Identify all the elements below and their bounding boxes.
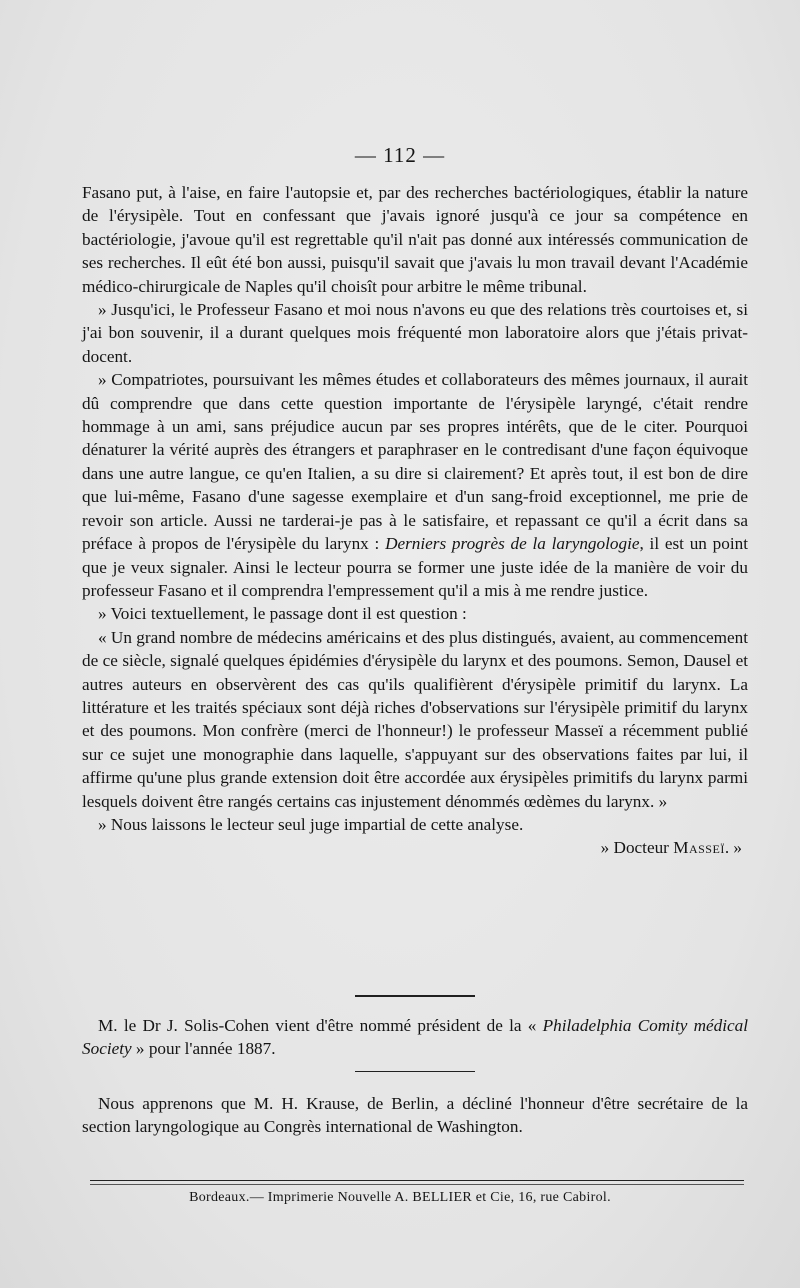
signature-prefix: » Docteur [600,838,674,858]
society-name: Philadelphia Comity médical Society [82,1016,748,1059]
signature [82,836,748,859]
note-solis-cohen [82,1014,748,1061]
note-2: Nous apprenons que M. H. Krause, de Berlin, a décliné l'honneur d'être secrétaire de la section laryngologique au Congrès international de Washington. [82,1094,748,1137]
footer-rule [90,1180,744,1181]
book-title: Derniers progrès de la laryngologie [385,534,640,554]
paragraph-4: » Voici textuellement, le passage dont il est question : [98,604,467,624]
note-1-text: M. le Dr J. Solis-Cohen vient d'être nommé président de la « [98,1016,543,1035]
section-divider [355,995,475,997]
footer-rule [90,1184,744,1185]
note-1-end: » pour l'année 1887. [131,1039,276,1059]
paragraph-3-end: , il est un point que je veux signaler. Ainsi le lecteur pourra se former une juste idée de la manière de voir du professeur Fasano et il comprendra l'empressement qu'il a mis à me rendre justice. [82,534,748,600]
paragraph-1: Fasano put, à l'aise, en faire l'autopsie et, par des recherches bactériologiques, établir la nature de l'érysipèle. Tout en confessant que j'avais ignoré jusqu'à ce jour sa compétence en bactériologie, j'avoue qu'il est regrettable qu'il n'ait pas donné aux intéressés communication de ses recherches. Il eût été bon aussi, puisqu'il savait que j'avais lu mon travail devant l'Académie médico-chirurgicale de Naples qu'il choisît pour arbitre le même tribunal. [82,183,748,296]
paragraph-3-text: » Compatriotes, poursuivant les mêmes études et collaborateurs des mêmes journaux, il aurait dû comprendre que dans cette question importante de l'érysipèle laryngé, c'était rendre hommage à un ami, sans préjudice aucun par ses propres intérêts, que de le citer. Pourquoi dénaturer la vérité auprès des étrangers et paraphraser en le contredisant d'une façon équivoque dans une autre langue, ce qu'en Italien, a su dire si clairement? Et après tout, il est bon de dire que lui-même, Fasano d'une sagesse exemplaire et d'un sang-froid exceptionnel, me prie de revoir son article. Aussi ne tarderai-je pas à le satisfaire, et repassant ce qu'il a écrit dans sa préface à propos de l'érysipèle du larynx : [82,370,748,554]
page-number: — 112 — [354,143,446,167]
signature-name: Masseï [673,838,725,858]
section-divider [355,1071,475,1072]
printer-imprint: Bordeaux.— Imprimerie Nouvelle A. BELLIER et Cie, 16, rue Cabirol. [189,1190,611,1205]
paragraph-3 [82,368,748,602]
note-1 [82,1014,748,1061]
signature-suffix: . » [724,838,742,858]
paragraph-2: » Jusqu'ici, le Professeur Fasano et moi nous n'avons eu que des relations très courtoises et, si j'ai bon souvenir, il a durant quelques mois fréquenté mon laboratoire alors que j'étais privat-docent. [82,300,748,366]
main-text [82,181,748,860]
paragraph-6: » Nous laissons le lecteur seul juge impartial de cette analyse. [98,814,524,834]
quoted-passage: « Un grand nombre de médecins américains et des plus distingués, avaient, au commencement de ce siècle, signalé quelques épidémies d'érysipèle du larynx et des poumons. Semon, Dausel et autres auteurs en observèrent des cas qu'ils qualifièrent d'érysipèle primitif du larynx. La littérature et les traités spéciaux sont déjà riches d'observations sur l'érysipèle primitif du larynx et des poumons. Mon confrère (merci de l'honneur!) le professeur Masseï a récemment publié sur ce sujet une monographie dans laquelle, s'appuyant sur des observations faites par lui, il affirme qu'une plus grande extension doit être accordée aux érysipèles primitifs du larynx parmi lesquels doivent être rangés certains cas injustement dénommés œdèmes du larynx. » [82,627,748,811]
note-krause [82,1092,748,1139]
